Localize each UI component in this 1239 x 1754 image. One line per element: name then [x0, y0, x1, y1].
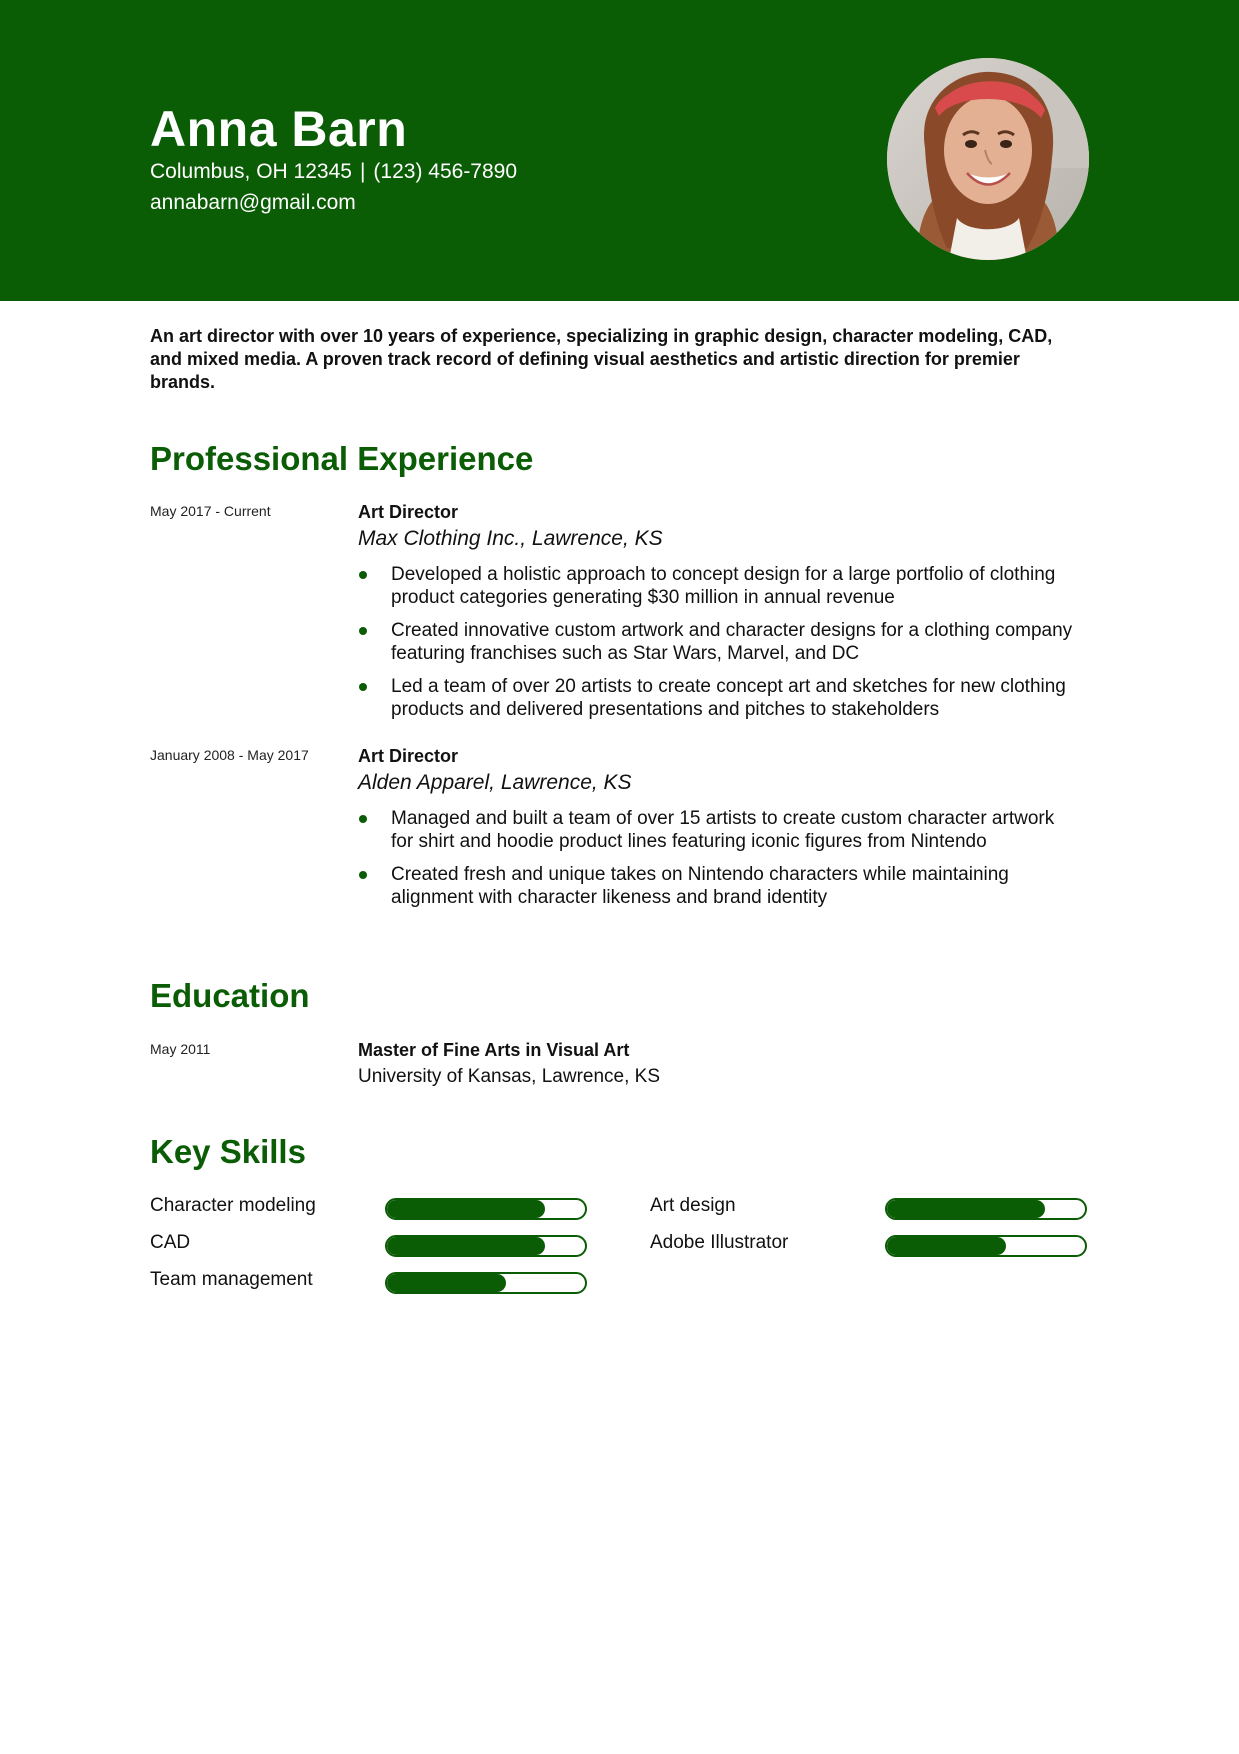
bullet-text: Created innovative custom artwork and character designs for a clothing company featuring franchises such as Star Wars, Marvel, and DC: [391, 620, 1073, 664]
bullet-dot-icon: [359, 627, 367, 635]
bullet-text: Developed a holistic approach to concept design for a large portfolio of clothing product categories generating $30 million in annual revenue: [391, 564, 1056, 608]
job-bullet: [358, 807, 1078, 853]
job-bullet-list: [358, 563, 1078, 731]
skill-label: Art design: [650, 1195, 736, 1216]
experience-section-title: Professional Experience: [150, 440, 534, 477]
job-dates: January 2008 - May 2017: [150, 747, 309, 763]
skill-level-bar: [385, 1272, 587, 1294]
skill-level-fill: [387, 1274, 506, 1292]
bullet-text: Created fresh and unique takes on Nintendo characters while maintaining alignment with character likeness and brand identity: [391, 864, 1009, 908]
skill-label: CAD: [150, 1232, 191, 1253]
bullet-dot-icon: [359, 871, 367, 879]
job-dates: May 2017 - Current: [150, 503, 271, 519]
job-bullet: [358, 675, 1078, 721]
skill-label: Adobe Illustrator: [650, 1232, 789, 1253]
profile-photo: [887, 58, 1089, 260]
skill-level-bar: [385, 1235, 587, 1257]
contact-separator: |: [359, 160, 366, 183]
skills-section-title: Key Skills: [150, 1133, 306, 1170]
job-bullet: [358, 563, 1078, 609]
job-company: Alden Apparel, Lawrence, KS: [358, 771, 632, 794]
job-company: Max Clothing Inc., Lawrence, KS: [358, 527, 663, 550]
job-title: Art Director: [358, 502, 459, 522]
skill-level-fill: [887, 1237, 1006, 1255]
skill-level-bar: [885, 1235, 1087, 1257]
contact-location-phone: [150, 160, 517, 184]
bullet-dot-icon: [359, 815, 367, 823]
education-school: University of Kansas, Lawrence, KS: [358, 1066, 661, 1087]
bullet-dot-icon: [359, 683, 367, 691]
header-banner: [0, 0, 1239, 301]
job-title: Art Director: [358, 746, 459, 766]
email-text: annabarn@gmail.com: [150, 191, 356, 214]
skill-level-fill: [387, 1200, 545, 1218]
location-text: Columbus, OH 12345: [150, 160, 352, 183]
job-bullet: [358, 619, 1078, 665]
candidate-name: Anna Barn: [150, 101, 408, 157]
profile-summary: An art director with over 10 years of experience, specializing in graphic design, character modeling, CAD, and mixed media. A proven track record of defining visual aesthetics and artistic direction for premier brands.: [150, 326, 1053, 392]
job-bullet-list: [358, 807, 1078, 919]
skill-level-bar: [885, 1198, 1087, 1220]
bullet-dot-icon: [359, 571, 367, 579]
education-section-title: Education: [150, 977, 310, 1014]
education-degree: Master of Fine Arts in Visual Art: [358, 1040, 630, 1060]
skill-label: Team management: [150, 1269, 313, 1290]
skill-level-fill: [387, 1237, 545, 1255]
phone-text: (123) 456-7890: [373, 160, 518, 183]
skill-level-bar: [385, 1198, 587, 1220]
bullet-text: Managed and built a team of over 15 artists to create custom character artwork for shirt and hoodie product lines featuring iconic figures from Nintendo: [391, 808, 1055, 852]
skill-label: Character modeling: [150, 1195, 316, 1216]
job-bullet: [358, 863, 1078, 909]
skill-level-fill: [887, 1200, 1045, 1218]
education-date: May 2011: [150, 1041, 211, 1057]
bullet-text: Led a team of over 20 artists to create concept art and sketches for new clothing products and delivered presentations and pitches to stakeholders: [391, 676, 1066, 720]
